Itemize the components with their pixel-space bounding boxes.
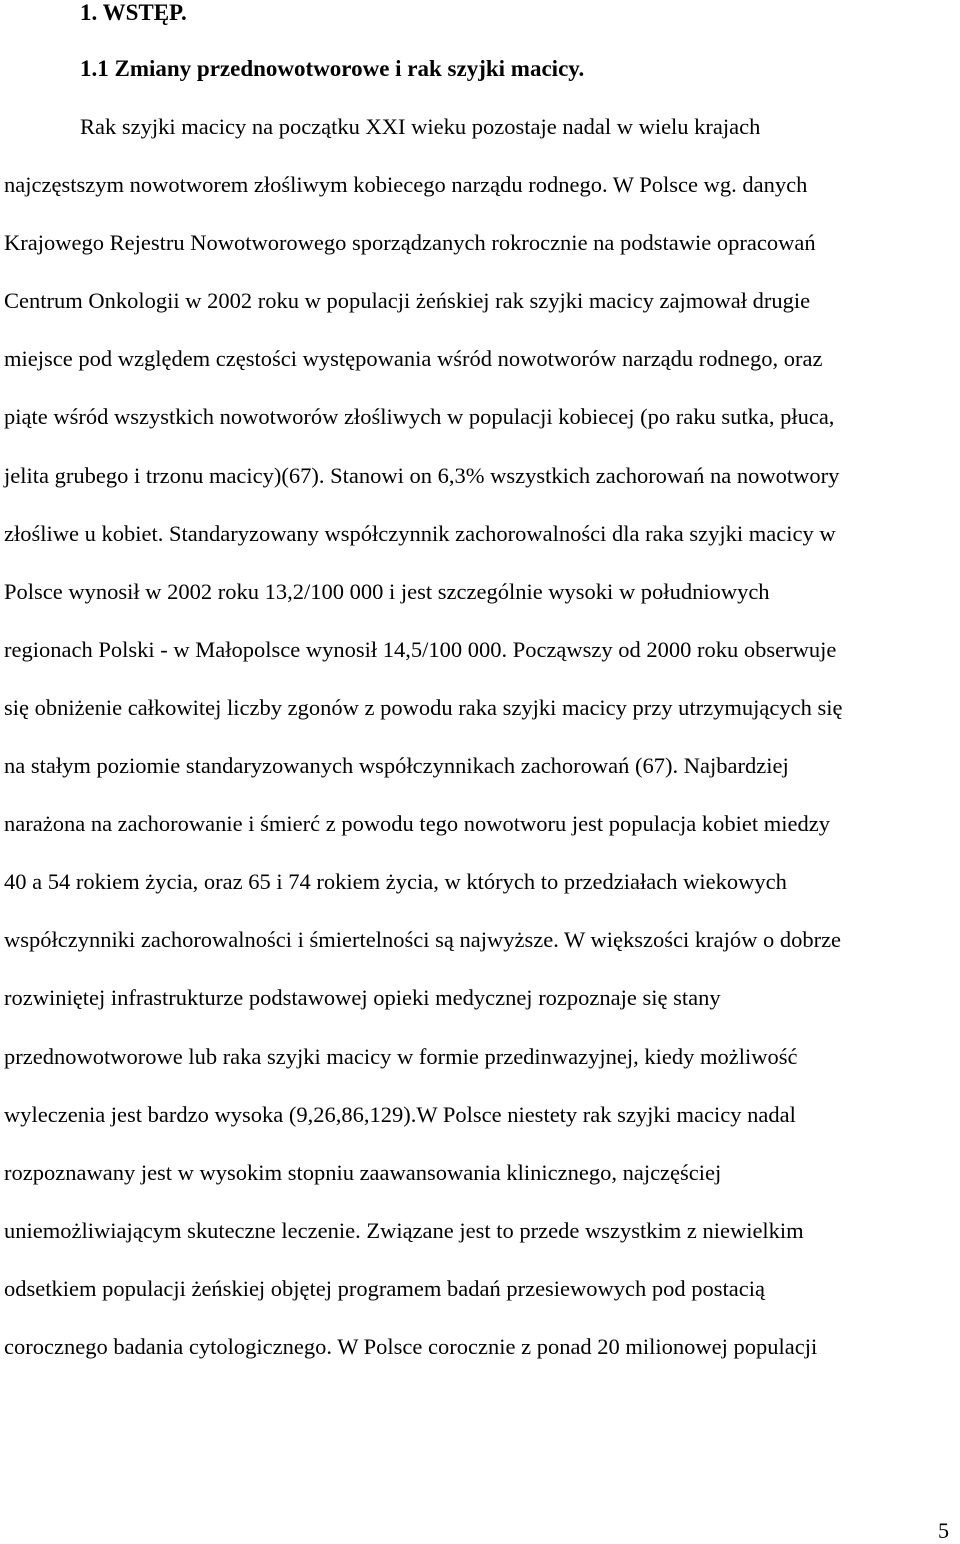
text-line: wyleczenia jest bardzo wysoka (9,26,86,129).W Polsce niestety rak szyjki macicy nadal: [4, 1101, 796, 1127]
text-line: regionach Polski - w Małopolsce wynosił 14,5/100 000. Począwszy od 2000 roku obserwuje: [4, 636, 837, 662]
text-line: narażona na zachorowanie i śmierć z powodu tego nowotworu jest populacja kobiet miedzy: [4, 811, 830, 837]
text-line: współczynniki zachorowalności i śmiertelności są najwyższe. W większości krajów o dobrze: [4, 927, 842, 953]
text-line: złośliwe u kobiet. Standaryzowany współczynnik zachorowalności dla raka szyjki macicy w: [4, 520, 836, 546]
text-line: Krajowego Rejestru Nowotworowego sporządzanych rokrocznie na podstawie opracowań: [4, 230, 816, 256]
text-line: uniemożliwiającym skuteczne leczenie. Związane jest to przede wszystkim z niewielkim: [4, 1217, 804, 1243]
text-line: miejsce pod względem częstości występowania wśród nowotworów narządu rodnego, oraz: [4, 346, 823, 372]
text-line: rozwiniętej infrastrukturze podstawowej opieki medycznej rozpoznaje się stany: [4, 985, 721, 1011]
text-line: 40 a 54 rokiem życia, oraz 65 i 74 rokiem życia, w których to przedziałach wiekowych: [4, 869, 787, 895]
text-line: Rak szyjki macicy na początku XXI wieku pozostaje nadal w wielu krajach: [80, 114, 761, 139]
page-number: 5: [938, 1518, 949, 1543]
text-line: na stałym poziomie standaryzowanych współczynnikach zachorowań (67). Najbardziej: [4, 753, 789, 779]
text-line: jelita grubego i trzonu macicy)(67). Stanowi on 6,3% wszystkich zachorowań na nowotwory: [4, 462, 840, 488]
subsection-heading: 1.1 Zmiany przednowotworowe i rak szyjki macicy.: [80, 56, 585, 81]
text-line: przednowotworowe lub raka szyjki macicy w formie przedinwazyjnej, kiedy możliwość: [4, 1043, 798, 1069]
body-paragraph: [4, 112, 959, 1390]
text-line: rozpoznawany jest w wysokim stopniu zaawansowania klinicznego, najczęściej: [4, 1159, 722, 1185]
text-line: odsetkiem populacji żeńskiej objętej programem badań przesiewowych pod postacią: [4, 1275, 766, 1301]
text-line: Centrum Onkologii w 2002 roku w populacji żeńskiej rak szyjki macicy zajmował drugie: [4, 288, 811, 314]
section-heading: 1. WSTĘP.: [80, 0, 187, 25]
text-line: corocznego badania cytologicznego. W Polsce corocznie z ponad 20 milionowej populacji: [4, 1333, 818, 1359]
text-line: Polsce wynosił w 2002 roku 13,2/100 000 i jest szczególnie wysoki w południowych: [4, 578, 770, 604]
text-line: najczęstszym nowotworem złośliwym kobiecego narządu rodnego. W Polsce wg. danych: [4, 172, 808, 198]
text-line: piąte wśród wszystkich nowotworów złośliwych w populacji kobiecej (po raku sutka, płuca,: [4, 404, 835, 430]
text-line: się obniżenie całkowitej liczby zgonów z powodu raka szyjki macicy przy utrzymujących się: [4, 694, 843, 720]
